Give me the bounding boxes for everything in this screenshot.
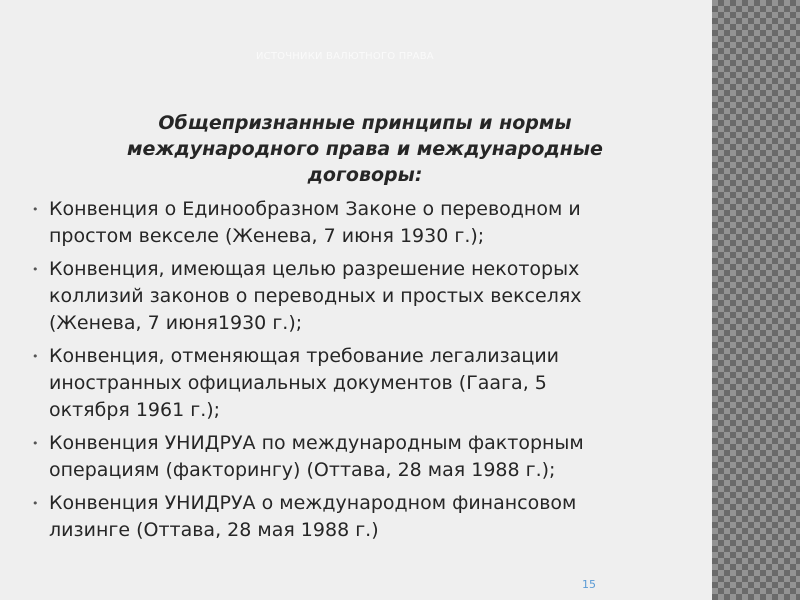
bullet-dot-icon: • (32, 263, 39, 276)
bullet-line: Конвенция о Единообразном Законе о переводном и (49, 198, 581, 220)
decorative-checker-stripe (712, 0, 800, 600)
page-number: 15 (582, 578, 596, 591)
bullet-line: коллизий законов о переводных и простых векселях (49, 285, 582, 307)
bullet-line: Конвенция УНИДРУА по международным факторным (49, 432, 584, 454)
bullet-item (32, 256, 708, 337)
bullet-line: (Женева, 7 июня1930 г.); (49, 312, 303, 334)
bullet-item (32, 430, 708, 484)
bullet-dot-icon: • (32, 350, 39, 363)
heading-line: договоры: (307, 164, 423, 186)
bullet-item (32, 490, 708, 544)
heading-line: международного права и международные (127, 138, 603, 160)
bullet-item (32, 196, 708, 250)
bullet-line: лизинге (Оттава, 28 мая 1988 г.) (49, 519, 379, 541)
slide-heading (60, 110, 670, 188)
bullet-line: простом векселе (Женева, 7 июня 1930 г.); (49, 225, 485, 247)
bullet-dot-icon: • (32, 437, 39, 450)
slide-title: ИСТОЧНИКИ ВАЛЮТНОГО ПРАВА (256, 51, 434, 62)
bullet-item (32, 343, 708, 424)
bullet-line: Конвенция УНИДРУА о международном финансовом (49, 492, 577, 514)
bullet-dot-icon: • (32, 203, 39, 216)
heading-line: Общепризнанные принципы и нормы (158, 112, 572, 134)
bullet-dot-icon: • (32, 497, 39, 510)
bullet-line: Конвенция, отменяющая требование легализации (49, 345, 560, 367)
bullet-line: октября 1961 г.); (49, 399, 221, 421)
bullet-line: операциям (факторингу) (Оттава, 28 мая 1988 г.); (49, 459, 556, 481)
bullet-line: иностранных официальных документов (Гаага, 5 (49, 372, 547, 394)
bullet-line: Конвенция, имеющая целью разрешение некоторых (49, 258, 580, 280)
bullet-list (32, 196, 708, 550)
